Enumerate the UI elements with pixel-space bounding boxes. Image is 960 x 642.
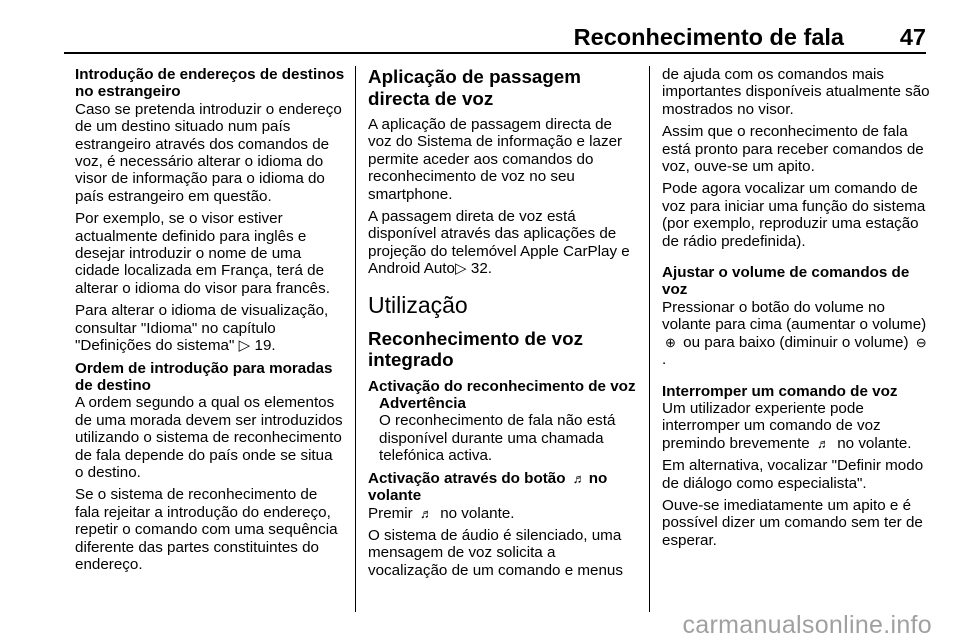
section-heading: Introdução de endereços de destinos no estrangeiro	[75, 66, 345, 101]
paragraph-text: ou para baixo (diminuir o volume)	[683, 333, 909, 351]
column-2	[368, 66, 636, 584]
volume-up-icon: ⊕	[665, 334, 676, 350]
page-ref-icon: ▷	[238, 337, 251, 355]
paragraph: Pode agora vocalizar um comando de voz para iniciar uma função do sistema (por exemplo, reproduzir uma estação de rádio predefinida).	[662, 180, 926, 250]
page-title: Reconhecimento de fala	[573, 24, 844, 50]
paragraph: O sistema de áudio é silenciado, uma mensagem de voz solicita a vocalização de um comando e menus	[368, 526, 623, 579]
paragraph: de ajuda com os comandos mais importantes disponíveis atualmente são mostrados no visor.	[662, 66, 930, 118]
paragraph-text: Um utilizador experiente pode interromper um comando de voz premindo brevemente	[662, 399, 881, 452]
column-divider	[355, 66, 356, 612]
section-heading: Aplicação de passagem directa de voz	[368, 66, 581, 109]
paragraph: Se o sistema de reconhecimento de fala rejeitar a introdução do endereço, repetir o comando com uma sequência diferente das partes constituintes do endereço.	[75, 486, 338, 573]
paragraph: Caso se pretenda introduzir o endereço de um destino situado num país estrangeiro através dos comandos de voz, é necessário alterar o idioma do visor de informação para o idioma do país estrangeiro em questão.	[75, 100, 342, 205]
paragraph	[368, 505, 636, 522]
heading-text: no volante	[368, 469, 608, 505]
watermark: carmanualsonline.info	[682, 611, 932, 639]
page-ref[interactable]: 32.	[470, 260, 493, 278]
paragraph-text: Para alterar o idioma de visualização, consultar "Idioma" no capítulo "Definições do sistema"	[75, 302, 329, 355]
volume-down-icon: ⊖	[915, 334, 927, 350]
voice-button-icon: ♬	[816, 435, 830, 451]
heading-text: Activação através do botão	[368, 469, 566, 487]
paragraph	[368, 208, 636, 278]
column-divider	[649, 66, 650, 612]
note-title: Advertência	[379, 395, 466, 413]
paragraph-text: no volante.	[440, 504, 515, 522]
paragraph-text: no volante.	[837, 434, 912, 452]
column-1	[75, 66, 345, 578]
page-number: 47	[899, 24, 926, 50]
paragraph: Em alternativa, vocalizar "Definir modo de diálogo como especialista".	[662, 457, 924, 492]
subsection-heading: Activação do reconhecimento de voz	[368, 377, 636, 395]
section-heading: Interromper um comando de voz	[662, 382, 898, 400]
paragraph	[662, 400, 932, 452]
paragraph	[75, 302, 345, 354]
paragraph: A ordem segundo a qual os elementos de uma morada devem ser introduzidos utilizando o sistema de reconhecimento de fala depende do país onde se situa o destino.	[75, 394, 343, 481]
page-ref[interactable]: 19.	[254, 337, 276, 355]
paragraph: Ouve-se imediatamente um apito e é possível dizer um comando sem ter de esperar.	[662, 496, 923, 549]
paragraph: Por exemplo, se o visor estiver actualmente definido para inglês e desejar introduzir o nome de uma cidade localizada em França, terá de alterar o idioma do visor para francês.	[75, 210, 330, 297]
page-ref-icon: ▷	[454, 260, 467, 278]
subsection-heading	[368, 470, 636, 505]
header-rule	[64, 52, 926, 54]
section-heading: Reconhecimento de voz integrado	[368, 327, 583, 371]
paragraph: A aplicação de passagem directa de voz do Sistema de informação e lazer permite aceder aos comandos do reconhecimento de voz no seu smartphone.	[368, 116, 623, 203]
column-3	[662, 66, 932, 554]
voice-button-icon: ♬	[572, 470, 586, 486]
paragraph-text: Pressionar o botão do volume no volante para cima (aumentar o volume)	[662, 298, 927, 334]
voice-button-icon: ♬	[419, 505, 433, 521]
note-text: O reconhecimento de fala não está disponível durante uma chamada telefónica activa.	[379, 412, 616, 465]
chapter-heading: Utilização	[368, 291, 468, 318]
paragraph: Assim que o reconhecimento de fala está pronto para receber comandos de voz, ouve-se um apito.	[662, 123, 924, 176]
section-heading: Ordem de introdução para moradas de destino	[75, 359, 333, 394]
note-box	[379, 395, 636, 465]
paragraph-text: A passagem direta de voz está disponível através das aplicações de projeção do telemóvel Apple CarPlay e Android Auto	[368, 208, 630, 278]
page-header	[64, 24, 926, 50]
paragraph: Pressionar o botão do volume no volante para cima (aumentar o volume) ⊕ ou para baixo (diminuir o volume) ⊖.	[662, 298, 927, 369]
paragraph-text: Premir	[368, 504, 413, 522]
section-heading: Ajustar o volume de comandos de voz	[662, 264, 910, 299]
